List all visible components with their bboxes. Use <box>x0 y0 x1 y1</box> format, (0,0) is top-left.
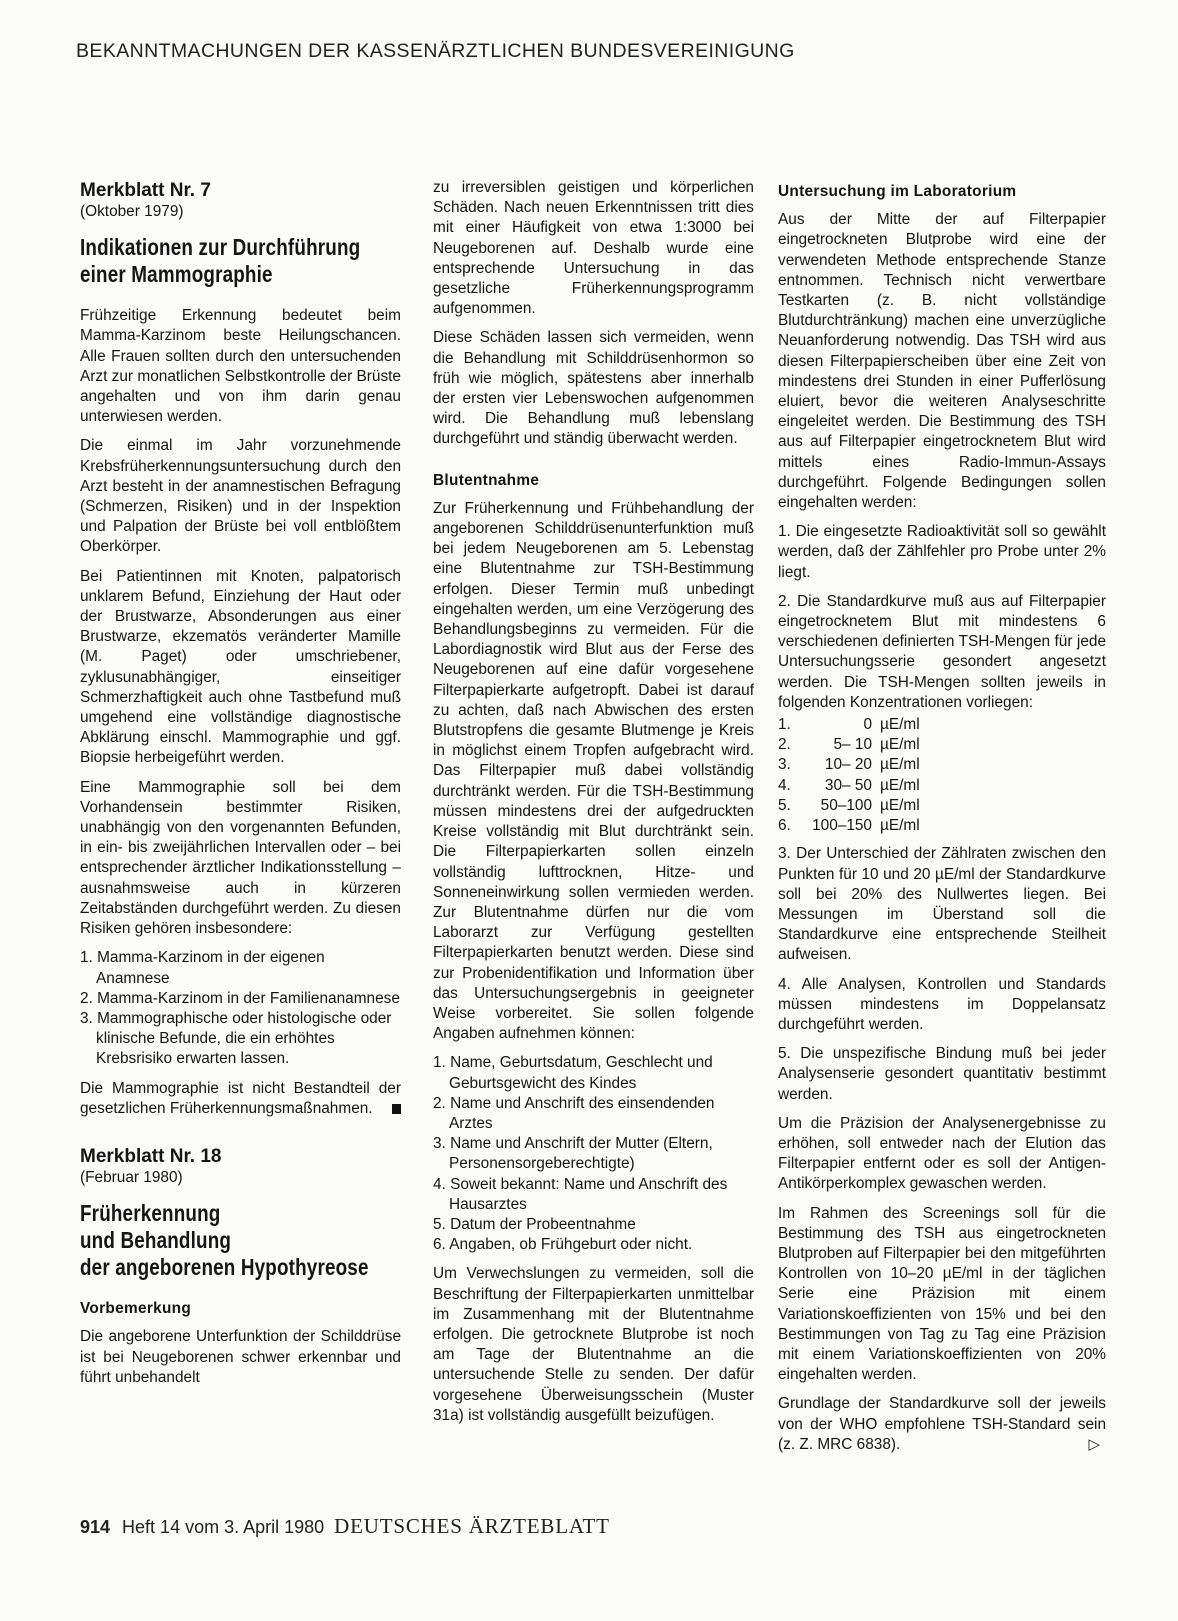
running-head: BEKANNTMACHUNGEN DER KASSENÄRZTLICHEN BUNDESVEREINIGUNG <box>76 40 795 62</box>
end-of-article-mark <box>392 1104 401 1114</box>
table-row <box>778 796 920 816</box>
table-cell: 30– 50 <box>824 776 872 794</box>
list-item: 6. Angaben, ob Frühgeburt oder nicht. <box>433 1236 693 1254</box>
heading-line: der angeborenen Hypothyreose <box>80 1254 369 1281</box>
issue-info: Heft 14 vom 3. April 1980 <box>122 1517 325 1537</box>
list-item: 2. Mamma-Karzinom in der Familienanamnese <box>80 989 400 1007</box>
continued-arrow-icon: ▷ <box>1088 1435 1100 1453</box>
column-3 <box>778 178 1106 1464</box>
paragraph: Die angeborene Unterfunktion der Schilddrüse ist bei Neugeborenen schwer erkennbar und führt unbehandelt <box>80 1328 401 1386</box>
journal-name: DEUTSCHES ÄRZTEBLATT <box>334 1514 610 1538</box>
table-cell: µE/ml <box>880 796 920 814</box>
heading-line: Indikationen zur Durchführung <box>80 234 361 261</box>
list-item: 3. Name und Anschrift der Mutter (Eltern, Personensorgeberechtigte) <box>433 1135 713 1173</box>
table-cell: µE/ml <box>880 756 920 774</box>
closing-paragraph <box>778 1394 1106 1455</box>
paragraph: Im Rahmen des Screenings soll für die Bestimmung des TSH aus eingetrockneten Blutproben auf Filterpapier bei den mitgeführten Kontrollen von 10–20 µE/ml in der täglichen Serie eine Präzision mit einem Variationskoeffizienten von 15% und bei den Bestimmungen von Tag zu Tag eine Präzision mit einem Variationskoeffizienten von 20% eingehalten werden. <box>778 1204 1106 1384</box>
labor-heading: Untersuchung im Laboratorium <box>778 183 1017 200</box>
paragraph: Aus der Mitte der auf Filterpapier eingetrockneten Blutprobe wird eine der verwendeten Methode entsprechende Stanze entnommen. Technisch nicht verwertbare Testkarten (z. B. nicht vollständige Blutdurchtränkung) machen eine unverzügliche Neuanforderung notwendig. Das TSH wird aus diesen Filterpapierscheiben über eine Zeit von mindestens drei Stunden in einer Pufferlösung eluiert, bevor die weiteren Analyseschritte eingeleitet werden. Die Bestimmung des TSH aus auf Filterpapier eingetrocknetem Blut wird mittels eines Radio-Immun-Assays durchgeführt. Folgende Bedingungen sollen eingehalten werden: <box>778 211 1106 512</box>
paragraph: 1. Die eingesetzte Radioaktivität soll so gewählt werden, daß der Zählfehler pro Probe unter 2% liegt. <box>778 523 1106 581</box>
table-cell: 5. <box>778 796 791 814</box>
paragraph: Diese Schäden lassen sich vermeiden, wenn die Behandlung mit Schilddrüsenhormon so früh wie möglich, spätestens aber innerhalb der ersten vier Lebenswochen aufgenommen wird. Die Behandlung muß lebenslang durchgeführt und ständig überwacht werden. <box>433 329 754 448</box>
table-cell: 100–150 <box>812 817 872 835</box>
merkblatt-7-title: Merkblatt Nr. 7 <box>80 180 211 201</box>
table-cell: 1. <box>778 716 791 734</box>
merkblatt-7-heading <box>80 234 401 288</box>
table-cell: µE/ml <box>880 716 920 734</box>
table-row <box>778 715 920 735</box>
table-row <box>778 776 920 796</box>
paragraph: zu irreversiblen geistigen und körperlichen Schäden. Nach neuen Erkenntnissen tritt dies mit einer Häufigkeit von etwa 1:3000 bei Neugeborenen auf. Deshalb wurde eine entsprechende Untersuchung in das gesetzliche Früherkennungsprogramm aufgenommen. <box>433 179 754 318</box>
page-footer <box>80 1514 610 1539</box>
paragraph: Die einmal im Jahr vorzunehmende Krebsfrüherkennungsuntersuchung durch den Arzt besteht in der anamnestischen Befragung (Schmerzen, Risiken) und in der Inspektion und Palpation der Brüste bei voll entblößtem Oberkörper. <box>80 437 401 556</box>
heading-line: Früherkennung <box>80 1200 221 1227</box>
closing-paragraph <box>80 1079 401 1119</box>
table-cell: 2. <box>778 736 791 754</box>
page-number: 914 <box>80 1517 111 1537</box>
list-item: 3. Mammographische oder histologische oder klinische Befunde, die ein erhöhtes Krebsrisiko erwarten lassen. <box>80 1009 392 1068</box>
heading-line: einer Mammographie <box>80 261 273 288</box>
paragraph: Bei Patientinnen mit Knoten, palpatorisch unklarem Befund, Einziehung der Haut oder der Brustwarze, Absonderungen aus einer Brustwarze, ekzematös veränderter Mamille (M. Paget) oder umschriebener, zyklusunabhängiger, einseitiger Schmerzhaftigkeit auch ohne Tastbefund muß umgehend eine vollständige diagnostische Abklärung einschl. Mammographie und ggf. Biopsie herbeigeführt werden. <box>80 567 401 767</box>
paragraph: 3. Der Unterschied der Zählraten zwischen den Punkten für 10 und 20 µE/ml der Standardkurve soll bei 20% des Nullwertes liegen. Bei Messungen im Überstand soll die Standardkurve eine entsprechende Steilheit aufweisen. <box>778 845 1106 964</box>
column-2 <box>433 178 754 1435</box>
concentration-table <box>778 715 920 836</box>
closing-text: Grundlage der Standardkurve soll der jeweils von der WHO empfohlene TSH-Standard sein (z. Z. MRC 6838). <box>778 1395 1106 1453</box>
table-cell: 0 <box>863 716 872 734</box>
merkblatt-7-date: (Oktober 1979) <box>80 203 184 220</box>
vorbemerkung-heading: Vorbemerkung <box>80 1300 192 1318</box>
closing-text: Die Mammographie ist nicht Bestandteil der gesetzlichen Früherkennungsmaßnahmen. <box>80 1079 401 1117</box>
paragraph: 4. Alle Analysen, Kontrollen und Standards müssen mindestens im Doppelansatz durchgeführt werden. <box>778 975 1106 1033</box>
table-cell: 50–100 <box>820 796 872 814</box>
merkblatt-18-title: Merkblatt Nr. 18 <box>80 1145 222 1167</box>
list-item: 2. Name und Anschrift des einsendenden Arztes <box>433 1094 715 1132</box>
table-cell: 10– 20 <box>824 756 872 774</box>
paragraph: 5. Die unspezifische Bindung muß bei jeder Analysenserie gesondert quantitativ bestimmt werden. <box>778 1045 1106 1103</box>
table-cell: µE/ml <box>880 776 920 794</box>
table-cell: µE/ml <box>880 736 920 754</box>
paragraph: Um Verwechslungen zu vermeiden, soll die Beschriftung der Filterpapierkarten unmittelbar im Zusammenhang mit der Blutentnahme erfolgen. Die getrocknete Blutprobe ist noch am Tage der Blutentnahme an die untersuchende Stelle zu senden. Der dafür vorgesehene Überweisungsschein (Muster 31a) ist vollständig ausgefüllt beizufügen. <box>433 1265 754 1424</box>
paragraph: Frühzeitige Erkennung bedeutet beim Mamma-Karzinom beste Heilungschancen. Alle Frauen sollten durch den untersuchenden Arzt zur monatlichen Selbstkontrolle der Brüste angehalten und von ihm darin genau unterwiesen werden. <box>80 307 401 426</box>
column-1 <box>80 180 401 1397</box>
list-item: 4. Soweit bekannt: Name und Anschrift des Hausarztes <box>433 1175 728 1213</box>
heading-line: und Behandlung <box>80 1227 232 1254</box>
merkblatt-18-date: (Februar 1980) <box>80 1168 183 1186</box>
risk-list <box>80 948 401 1069</box>
paragraph: Eine Mammographie soll bei dem Vorhandensein bestimmter Risiken, unabhängig von den vorgenannten Befunden, in ein- bis zweijährlichen Intervallen oder – bei entsprechender ärztlicher Indikationsstellung – ausnahmsweise auch in kürzeren Zeitabständen durchgeführt werden. Zu diesen Risiken gehören insbesondere: <box>80 778 401 938</box>
angaben-list <box>433 1053 754 1255</box>
table-row <box>778 735 920 755</box>
table-cell: 6. <box>778 817 791 835</box>
table-cell: 3. <box>778 756 791 774</box>
table-cell: 4. <box>778 776 791 794</box>
list-item: 1. Mamma-Karzinom in der eigenen Anamnese <box>80 949 325 987</box>
paragraph: Zur Früherkennung und Frühbehandlung der angeborenen Schilddrüsenunterfunktion muß bei jedem Neugeborenen am 5. Lebenstag eine Blutentnahme zur TSH-Bestimmung erfolgen. Dieser Termin muß unbedingt eingehalten werden, um eine Verzögerung des Behandlungsbeginns zu vermeiden. Für die Labordiagnostik wird Blut aus der Ferse des Neugeborenen auf eine dafür vorgesehene Filterpapierkarte aufgetropft. Dabei ist darauf zu achten, daß nach Abwischen des ersten Blutstropfens die gesamte Blutmenge je Kreis in möglichst einem Tropfen aufgebracht wird. Das Filterpapier muß dabei vollständig durchtränkt werden. Für die TSH-Bestimmung müssen mindestens drei der aufgedruckten Kreise vollständig mit Blut durchtränkt sein. Die Filterpapierkarten sollen einzeln vollständig lufttrocknen, Hitze- und Sonneneinwirkung sollen vermieden werden. Zur Blutentnahme dürfen nur die vom Laborarzt zur Verfügung gestellten Filterpapierkarten benutzt werden. Diese sind zur Probenidentifikation und Information über das Untersuchungsergebnis in geeigneter Weise vorbereitet. Sie sollen folgende Angaben aufnehmen können: <box>433 499 754 1043</box>
merkblatt-18-heading <box>80 1200 401 1281</box>
list-item: 1. Name, Geburtsdatum, Geschlecht und Geburtsgewicht des Kindes <box>433 1054 713 1092</box>
paragraph: Um die Präzision der Analysenergebnisse zu erhöhen, soll entweder nach der Elution das Filterpapier entfernt oder es soll der Antigen-Antikörperkomplex gewaschen werden. <box>778 1114 1106 1193</box>
table-row <box>778 816 920 836</box>
list-item: 5. Datum der Probeentnahme <box>433 1215 636 1233</box>
table-cell: 5– 10 <box>833 736 872 754</box>
table-cell: µE/ml <box>880 817 920 835</box>
table-row <box>778 755 920 775</box>
paragraph: 2. Die Standardkurve muß aus auf Filterpapier eingetrocknetem Blut mit mindestens 6 verschiedenen definierten TSH-Mengen für jede Untersuchungsserie gesondert angesetzt werden. Die TSH-Mengen sollten jeweils in folgenden Konzentrationen vorliegen: <box>778 592 1106 711</box>
blutentnahme-heading: Blutentnahme <box>433 471 540 489</box>
